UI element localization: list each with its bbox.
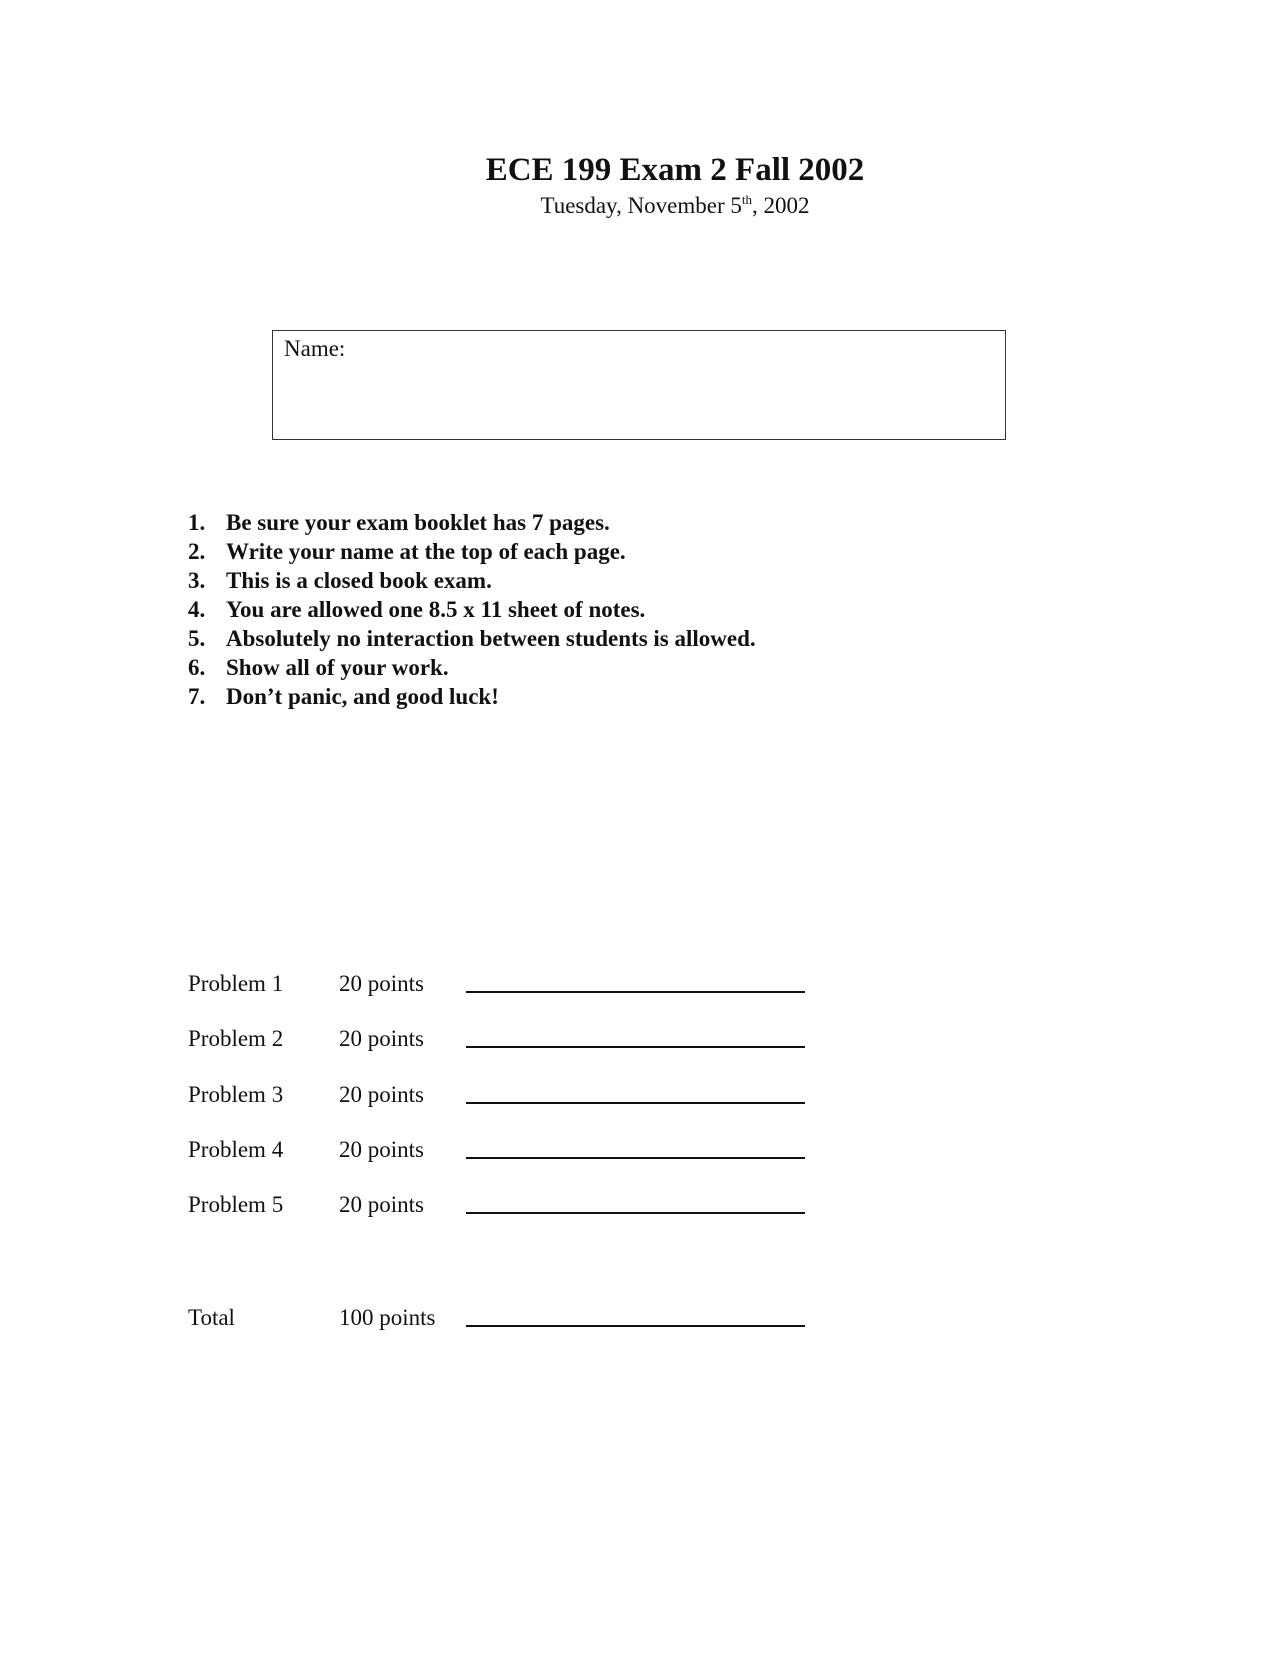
- instruction-item: [188, 595, 756, 624]
- exam-date: [0, 191, 1280, 224]
- instruction-number: 6.: [188, 655, 206, 680]
- instruction-number: 7.: [188, 684, 206, 709]
- problem-label: Problem 4: [188, 1137, 284, 1162]
- instruction-text: Show all of your work.: [226, 655, 449, 680]
- instruction-item: [188, 653, 756, 682]
- instruction-item: [188, 682, 756, 711]
- instruction-item: [188, 537, 756, 566]
- instruction-item: [188, 624, 756, 653]
- instruction-text: Be sure your exam booklet has 7 pages.: [226, 510, 610, 535]
- score-blank-line[interactable]: [466, 1102, 805, 1104]
- name-field-box[interactable]: [272, 330, 1006, 440]
- score-blank-line[interactable]: [466, 1046, 805, 1048]
- instruction-text: Absolutely no interaction between students is allowed.: [226, 626, 756, 651]
- score-row-problem-5: [188, 1189, 888, 1221]
- instruction-text: Don’t panic, and good luck!: [226, 684, 499, 709]
- score-blank-line[interactable]: [466, 1212, 805, 1214]
- score-row-total: [188, 1302, 888, 1334]
- instruction-number: 4.: [188, 597, 206, 622]
- instruction-number: 3.: [188, 568, 206, 593]
- total-score-blank-line[interactable]: [466, 1325, 805, 1327]
- date-ordinal-suffix: th: [741, 192, 753, 207]
- total-points: 100 points: [339, 1305, 436, 1330]
- instruction-item: [188, 508, 756, 537]
- problem-points: 20 points: [339, 1192, 424, 1217]
- score-blank-line[interactable]: [466, 1157, 805, 1159]
- instruction-item: [188, 566, 756, 595]
- problem-label: Problem 3: [188, 1082, 284, 1107]
- problem-points: 20 points: [339, 1137, 424, 1162]
- problem-label: Problem 1: [188, 971, 284, 996]
- score-row-problem-2: [188, 1023, 888, 1055]
- instructions-list: [188, 508, 756, 711]
- problem-label: Problem 2: [188, 1026, 284, 1051]
- problem-points: 20 points: [339, 1026, 424, 1051]
- problem-label: Problem 5: [188, 1192, 284, 1217]
- date-text: Tuesday, November 5: [540, 193, 742, 218]
- instruction-text: This is a closed book exam.: [226, 568, 492, 593]
- score-blank-line[interactable]: [466, 991, 805, 993]
- exam-title: ECE 199 Exam 2 Fall 2002: [485, 152, 865, 188]
- problem-points: 20 points: [339, 971, 424, 996]
- problem-points: 20 points: [339, 1082, 424, 1107]
- instruction-text: Write your name at the top of each page.: [226, 539, 626, 564]
- score-row-problem-1: [188, 968, 888, 1000]
- instruction-number: 2.: [188, 539, 206, 564]
- date-year: , 2002: [752, 193, 810, 218]
- instruction-number: 5.: [188, 626, 206, 651]
- instruction-text: You are allowed one 8.5 x 11 sheet of notes.: [226, 597, 646, 622]
- score-row-problem-4: [188, 1134, 888, 1166]
- name-label: Name:: [284, 336, 346, 361]
- total-label: Total: [188, 1305, 235, 1330]
- instruction-number: 1.: [188, 510, 206, 535]
- score-row-problem-3: [188, 1079, 888, 1111]
